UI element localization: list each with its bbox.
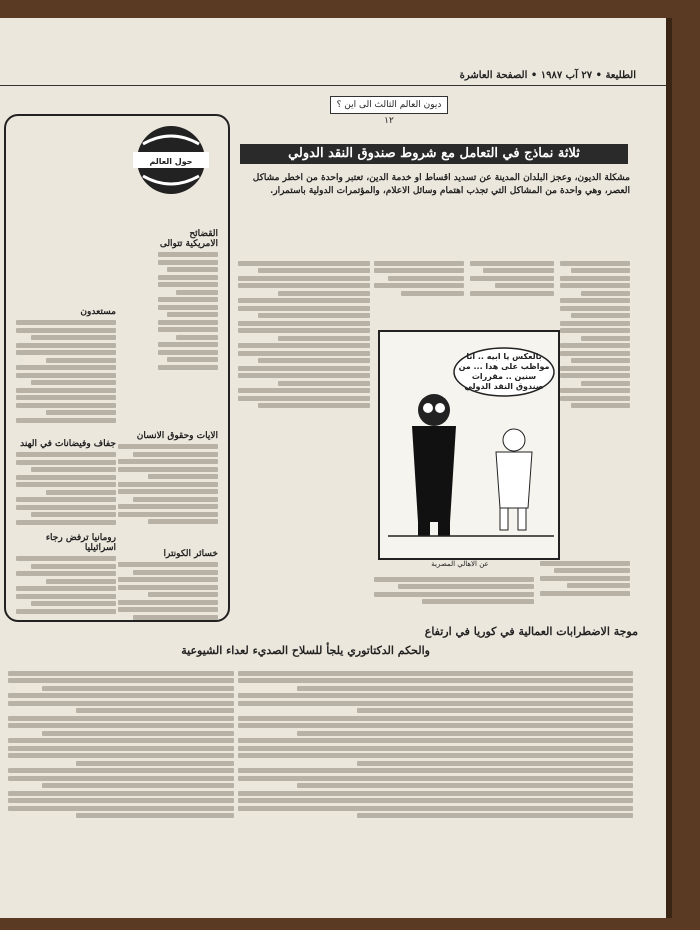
cartoon-drawing-icon: بالعكس يا ابيه .. انا مواظب على هدا ... من سنين .. مقررات صندوق النقد الدولي [384, 332, 558, 554]
box-heading: مستعدون [80, 307, 116, 317]
box-heading: رومانيا ترفض رجاء اسرائيليا [45, 533, 116, 553]
box-heading: جفاف وفيضانات في الهند [20, 439, 116, 449]
newspaper-page [0, 18, 672, 918]
page-folio: الطليعة • ٢٧ آب ١٩٨٧ • الصفحة العاشرة [0, 70, 666, 86]
box-heading: القضائح الامريكية تتوالى [159, 229, 218, 249]
svg-text:حول العالم: حول العالم [149, 157, 193, 166]
cartoon-caption: عن الاهالي المصرية [431, 560, 489, 568]
main-subheadline: والحكم الدكتاتوري يلجأ للسلاح الصديء لعداء الشيوعية [181, 644, 430, 657]
main-headline: موجة الاضطرابات العمالية في كوريا في ارتفاع [424, 625, 638, 638]
globe-logo-icon [130, 122, 212, 198]
article-lede: مشكلة الديون، وعجز البلدان المدينة عن تسديد اقساط او خدمة الدين، تعتبر واحدة من اخطر مشاكل العصر، وهي واحدة من المشاكل التي تجذب اهتمام وسائل الاعلام، والمؤتمرات الدولية باستمرار. [252, 173, 630, 196]
department-label: ديون العالم الثالث الى اين ؟ ١٢ [330, 96, 448, 114]
article-headline: ثلاثة نماذج في التعامل مع شروط صندوق النقد الدولي [240, 144, 628, 164]
editorial-cartoon [378, 330, 560, 560]
box-heading: الايات وحقوق الانسان [136, 431, 218, 441]
box-heading: خسائر الكونترا [163, 549, 218, 559]
